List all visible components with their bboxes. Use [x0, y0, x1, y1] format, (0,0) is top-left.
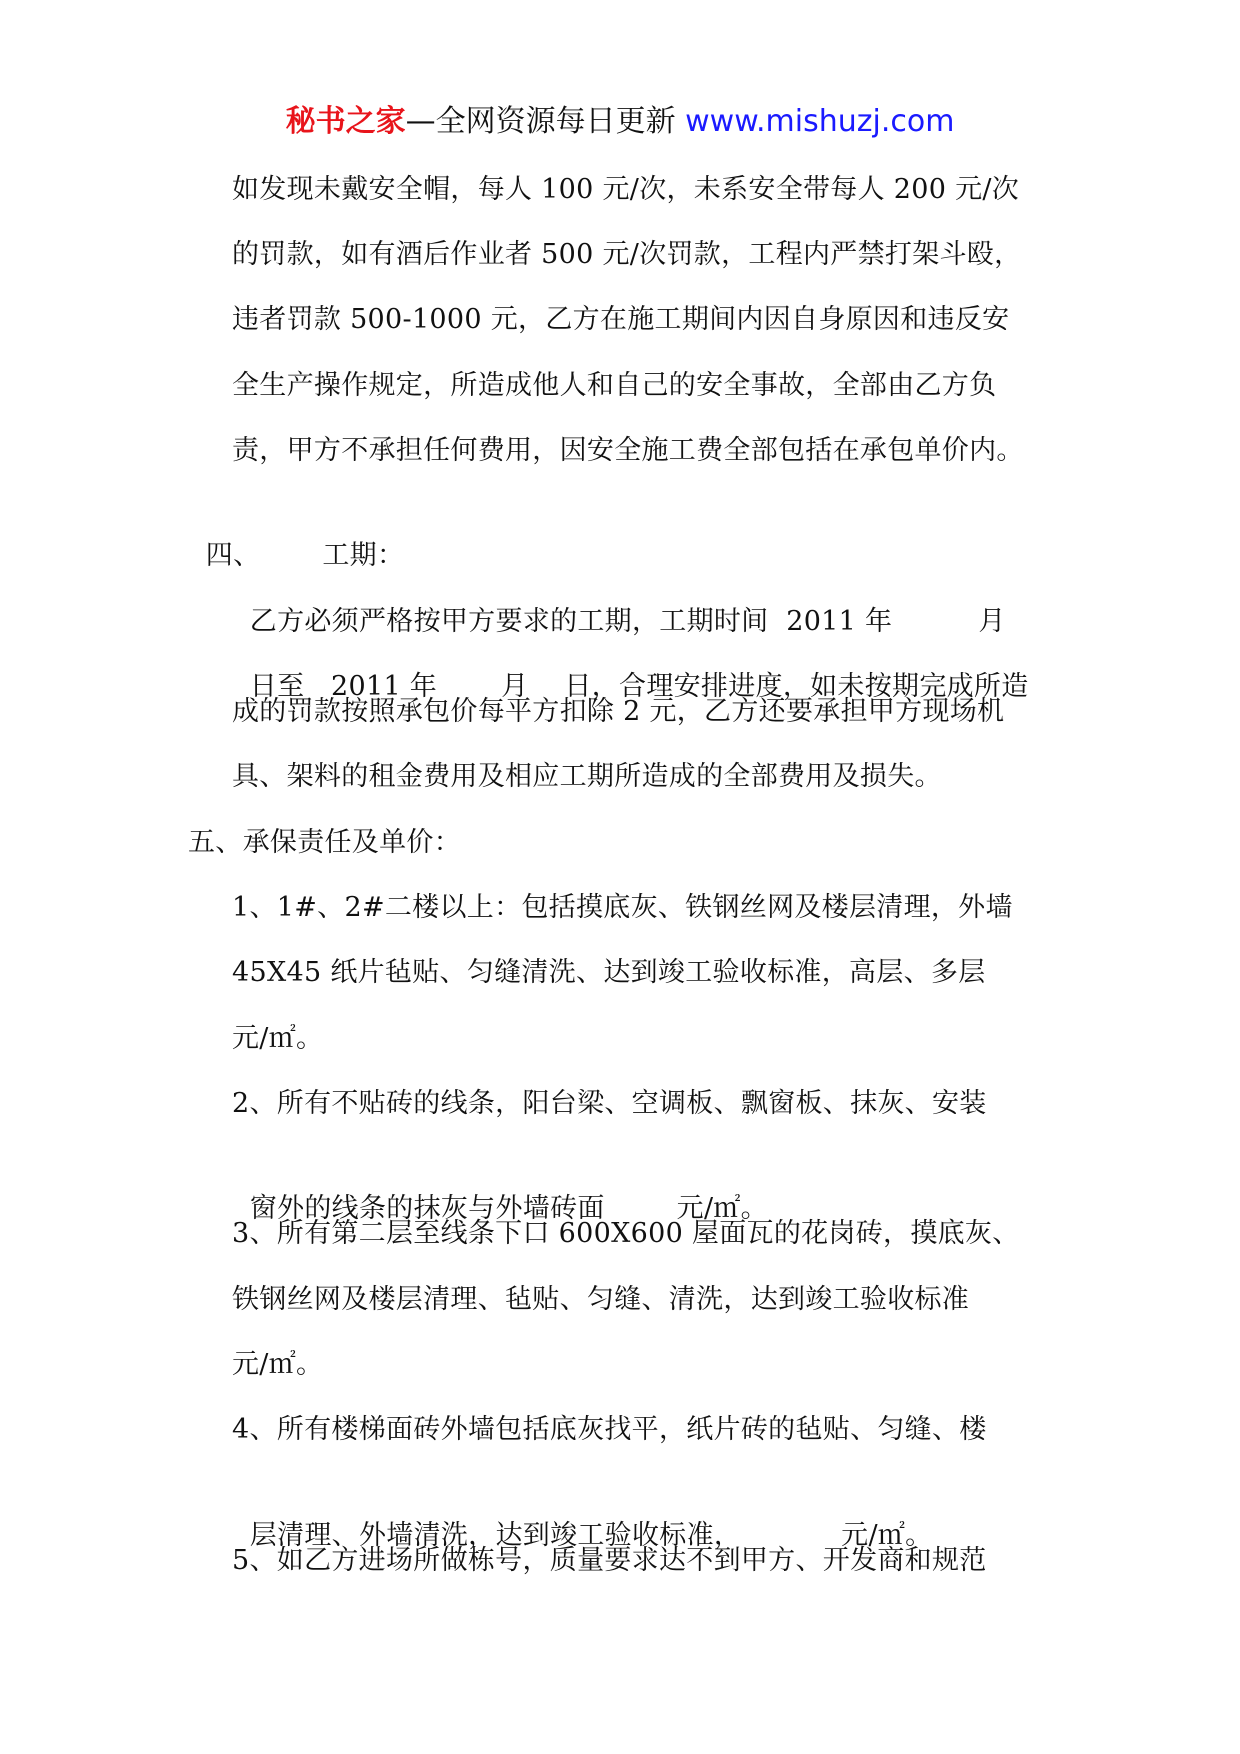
section-4-number: 四、 [205, 540, 261, 571]
text-span: 月 [978, 606, 1006, 637]
text-span: 窗外的线条的抹灰与外墙砖面 [249, 1193, 605, 1224]
paragraph-line: 的罚款，如有酒后作业者 500 元/次罚款，工程内严禁打架斗殴， [232, 239, 1022, 270]
section-5-heading: 五、承保责任及单价： [188, 827, 461, 858]
header-slogan: —全网资源每日更新 [405, 104, 686, 139]
text-span: 层清理、外墙清洗，达到竣工验收标准， [249, 1520, 742, 1551]
paragraph-line: 责，甲方不承担任何费用，因安全施工费全部包括在承包单价内。 [232, 435, 1024, 466]
section-4-title: 工期： [322, 540, 405, 571]
text-span: 日，合理安排进度，如未按期完成所造 [564, 671, 1029, 702]
item-1-line: 45X45 纸片毡贴、匀缝清洗、达到竣工验收标准，高层、多层 [232, 957, 986, 988]
text-span: 月 [501, 671, 529, 702]
item-4-line: 4、所有楼梯面砖外墙包括底灰找平，纸片砖的毡贴、匀缝、楼 [232, 1414, 987, 1445]
paragraph-line: 全生产操作规定，所造成他人和自己的安全事故，全部由乙方负 [232, 370, 997, 401]
item-3-line: 元/㎡。 [232, 1349, 324, 1380]
section-4-heading [188, 496, 405, 571]
item-1-line: 1、1#、2#二楼以上：包括摸底灰、铁钢丝网及楼层清理，外墙 [232, 892, 1013, 923]
paragraph-line: 成的罚款按照承包价每平方扣除 2 元，乙方还要承担甲方现场机 [232, 696, 1005, 727]
item-5-line: 5、如乙方进场所做栋号，质量要求达不到甲方、开发商和规范 [232, 1545, 987, 1576]
paragraph-line: 如发现未戴安全帽，每人 100 元/次，未系安全带每人 200 元/次 [232, 174, 1020, 205]
item-2-line [232, 1149, 768, 1224]
text-span: 日至 2011 年 [249, 671, 438, 702]
header-brand: 秘书之家 [285, 104, 406, 139]
paragraph-line: 违者罚款 500-1000 元，乙方在施工期间内因自身原因和违反安 [232, 304, 1010, 335]
text-span: 元/㎡。 [841, 1520, 933, 1551]
text-span: 元/㎡。 [676, 1193, 768, 1224]
item-2-line: 2、所有不贴砖的线条，阳台梁、空调板、飘窗板、抹灰、安装 [232, 1088, 987, 1119]
item-4-line [232, 1476, 933, 1551]
item-1-line: 元/㎡。 [232, 1023, 324, 1054]
paragraph-line [232, 562, 1006, 637]
paragraph-line: 具、架料的租金费用及相应工期所造成的全部费用及损失。 [232, 761, 942, 792]
item-3-line: 3、所有第二层至线条下口 600X600 屋面瓦的花岗砖，摸底灰、 [232, 1218, 1020, 1249]
paragraph-line [232, 627, 1029, 702]
text-span: 乙方必须严格按甲方要求的工期，工期时间 2011 年 [249, 606, 893, 637]
page-header [0, 102, 1240, 142]
header-url[interactable]: www.mishuzj.com [685, 104, 955, 139]
item-3-line: 铁钢丝网及楼层清理、毡贴、匀缝、清洗，达到竣工验收标准 [232, 1284, 970, 1315]
